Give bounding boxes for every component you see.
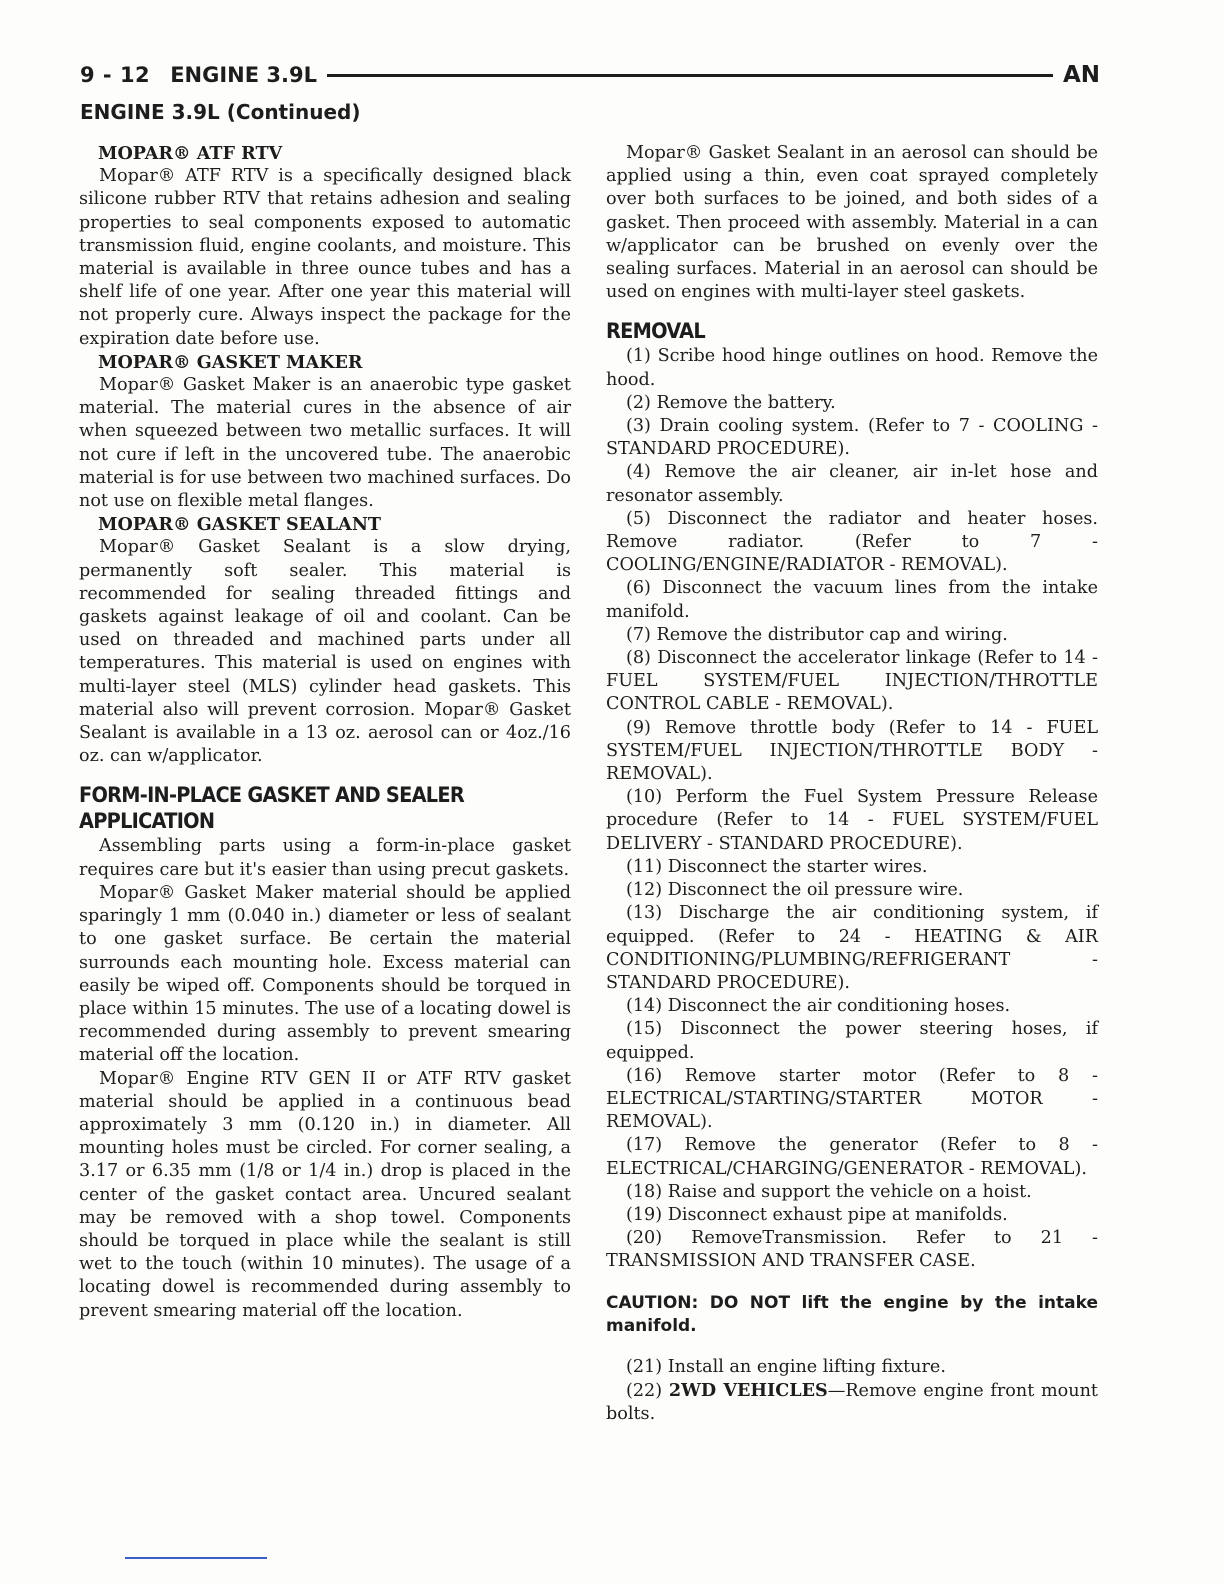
removal-step: (19) Disconnect exhaust pipe at manifolds. — [626, 1204, 1008, 1225]
step-text: —Remove engine front mount bolts. — [606, 1380, 1098, 1424]
step-number: (22) — [626, 1380, 663, 1401]
page-number: 9 - 12 — [80, 63, 151, 87]
removal-step: (4) Remove the air cleaner, air in-let hose and resonator assembly. — [606, 462, 1098, 506]
removal-step: (13) Discharge the air conditioning system, if equipped. (Refer to 24 - HEATING & AIR CONDITIONING/PLUMBING/REFRIGERANT - STANDARD PROCEDURE). — [606, 903, 1098, 993]
removal-step: (14) Disconnect the air conditioning hoses. — [626, 996, 1011, 1017]
header-rule — [327, 74, 1053, 77]
form-in-place-heading: FORM-IN-PLACE GASKET AND SEALER APPLICATION — [79, 783, 464, 834]
removal-step: (6) Disconnect the vacuum lines from the intake manifold. — [606, 578, 1098, 622]
removal-step: (5) Disconnect the radiator and heater hoses. Remove radiator. (Refer to 7 - COOLING/ENGINE/RADIATOR - REMOVAL). — [606, 508, 1098, 576]
removal-step: (17) Remove the generator (Refer to 8 - ELECTRICAL/CHARGING/GENERATOR - REMOVAL). — [606, 1135, 1098, 1179]
removal-steps — [606, 345, 1098, 1273]
footer-line — [125, 1557, 267, 1559]
header-title: ENGINE 3.9L — [170, 63, 317, 87]
removal-step: (10) Perform the Fuel System Pressure Release procedure (Refer to 14 - FUEL SYSTEM/FUEL DELIVERY - STANDARD PROCEDURE). — [606, 787, 1098, 854]
gasket-sealant-text: Mopar® Gasket Sealant is a slow drying, permanently soft sealer. This material is recommended for sealing threaded fittings and gaskets against leakage of oil and coolant. Can be used on threaded and machined parts under all temperatures. This material is used on engines with multi-layer steel (MLS) cylinder head gaskets. This material also will prevent corrosion. Mopar® Gasket Sealant is available in a 13 oz. aerosol can or 4oz./16 oz. can w/applicator. — [79, 537, 571, 767]
fip-paragraph-3: Mopar® Engine RTV GEN II or ATF RTV gasket material should be applied in a continuous bead approximately 3 mm (0.120 in.) in diameter. All mounting holes must be circled. For corner sealing, a 3.17 or 6.35 mm (1/8 or 1/4 in.) drop is placed in the center of the gasket contact area. Uncured sealant may be removed with a shop towel. Components should be torqued in place while the sealant is still wet to the touch (within 10 minutes). The usage of a locating dowel is recommended during assembly to prevent smearing material off the location. — [79, 1068, 571, 1321]
gasket-maker-label: MOPAR® GASKET MAKER — [98, 351, 363, 373]
right-column — [606, 142, 1098, 1426]
atf-rtv-text: Mopar® ATF RTV is a specifically designed black silicone rubber RTV that retains adhesion and sealing properties to seal components exposed to automatic transmission fluid, engine coolants, and moisture. This material is available in three ounce tubes and has a shelf life of one year. After one year this material will not properly cure. Always inspect the package for the expiration date before use. — [79, 166, 571, 349]
removal-step: (1) Scribe hood hinge outlines on hood. Remove the hood. — [606, 346, 1098, 390]
left-column — [79, 142, 571, 1323]
header-code: AN — [1062, 62, 1100, 88]
fip-paragraph-1: Assembling parts using a form-in-place gasket requires care but it's easier than using precut gaskets. — [79, 836, 571, 880]
step-emphasis: 2WD VEHICLES — [668, 1379, 828, 1401]
page-header — [80, 58, 1100, 92]
removal-step: (2) Remove the battery. — [626, 392, 836, 413]
removal-step: (7) Remove the distributor cap and wiring. — [626, 624, 1008, 645]
removal-step: (16) Remove starter motor (Refer to 8 - ELECTRICAL/STARTING/STARTER MOTOR - REMOVAL). — [606, 1065, 1098, 1133]
removal-step: (12) Disconnect the oil pressure wire. — [626, 880, 964, 901]
removal-step: (15) Disconnect the power steering hoses, if equipped. — [606, 1019, 1098, 1063]
gasket-maker-text: Mopar® Gasket Maker is an anaerobic type gasket material. The material cures in the absence of air when squeezed between two metallic surfaces. It will not cure if left in the uncovered tube. The anaerobic material is for use between two machined surfaces. Do not use on flexible metal flanges. — [79, 375, 571, 512]
removal-step: (11) Disconnect the starter wires. — [626, 856, 928, 877]
removal-step: (8) Disconnect the accelerator linkage (Refer to 14 - FUEL SYSTEM/FUEL INJECTION/THROTTLE CONTROL CABLE - REMOVAL). — [606, 648, 1098, 715]
section-heading: ENGINE 3.9L (Continued) — [80, 100, 361, 124]
removal-step: (20) RemoveTransmission. Refer to 21 - TRANSMISSION AND TRANSFER CASE. — [606, 1228, 1098, 1272]
removal-step: (21) Install an engine lifting fixture. — [626, 1356, 946, 1377]
aerosol-paragraph: Mopar® Gasket Sealant in an aerosol can should be applied using a thin, even coat sprayed completely over both surfaces to be joined, and both sides of a gasket. Then proceed with assembly. Material in a can w/applicator can be brushed on evenly over the sealing surfaces. Material in an aerosol can should be used on engines with multi-layer steel gaskets. — [606, 143, 1098, 303]
caution-note: CAUTION: DO NOT lift the engine by the intake manifold. — [606, 1292, 1098, 1336]
atf-rtv-label: MOPAR® ATF RTV — [98, 143, 283, 164]
removal-step: (18) Raise and support the vehicle on a hoist. — [626, 1181, 1032, 1202]
fip-paragraph-2: Mopar® Gasket Maker material should be applied sparingly 1 mm (0.040 in.) diameter or less of sealant to one gasket surface. Be certain the material surrounds each mounting hole. Excess material can easily be wiped off. Components should be torqued in place within 15 minutes. The use of a locating dowel is recommended during assembly to prevent smearing material off the location. — [79, 882, 571, 1066]
removal-step: (3) Drain cooling system. (Refer to 7 - COOLING - STANDARD PROCEDURE). — [606, 416, 1098, 460]
removal-step — [606, 1379, 1098, 1426]
removal-step: (9) Remove throttle body (Refer to 14 - FUEL SYSTEM/FUEL INJECTION/THROTTLE BODY - REMOVAL). — [606, 717, 1098, 785]
removal-heading: REMOVAL — [606, 319, 705, 344]
gasket-sealant-label: MOPAR® GASKET SEALANT — [98, 514, 382, 536]
